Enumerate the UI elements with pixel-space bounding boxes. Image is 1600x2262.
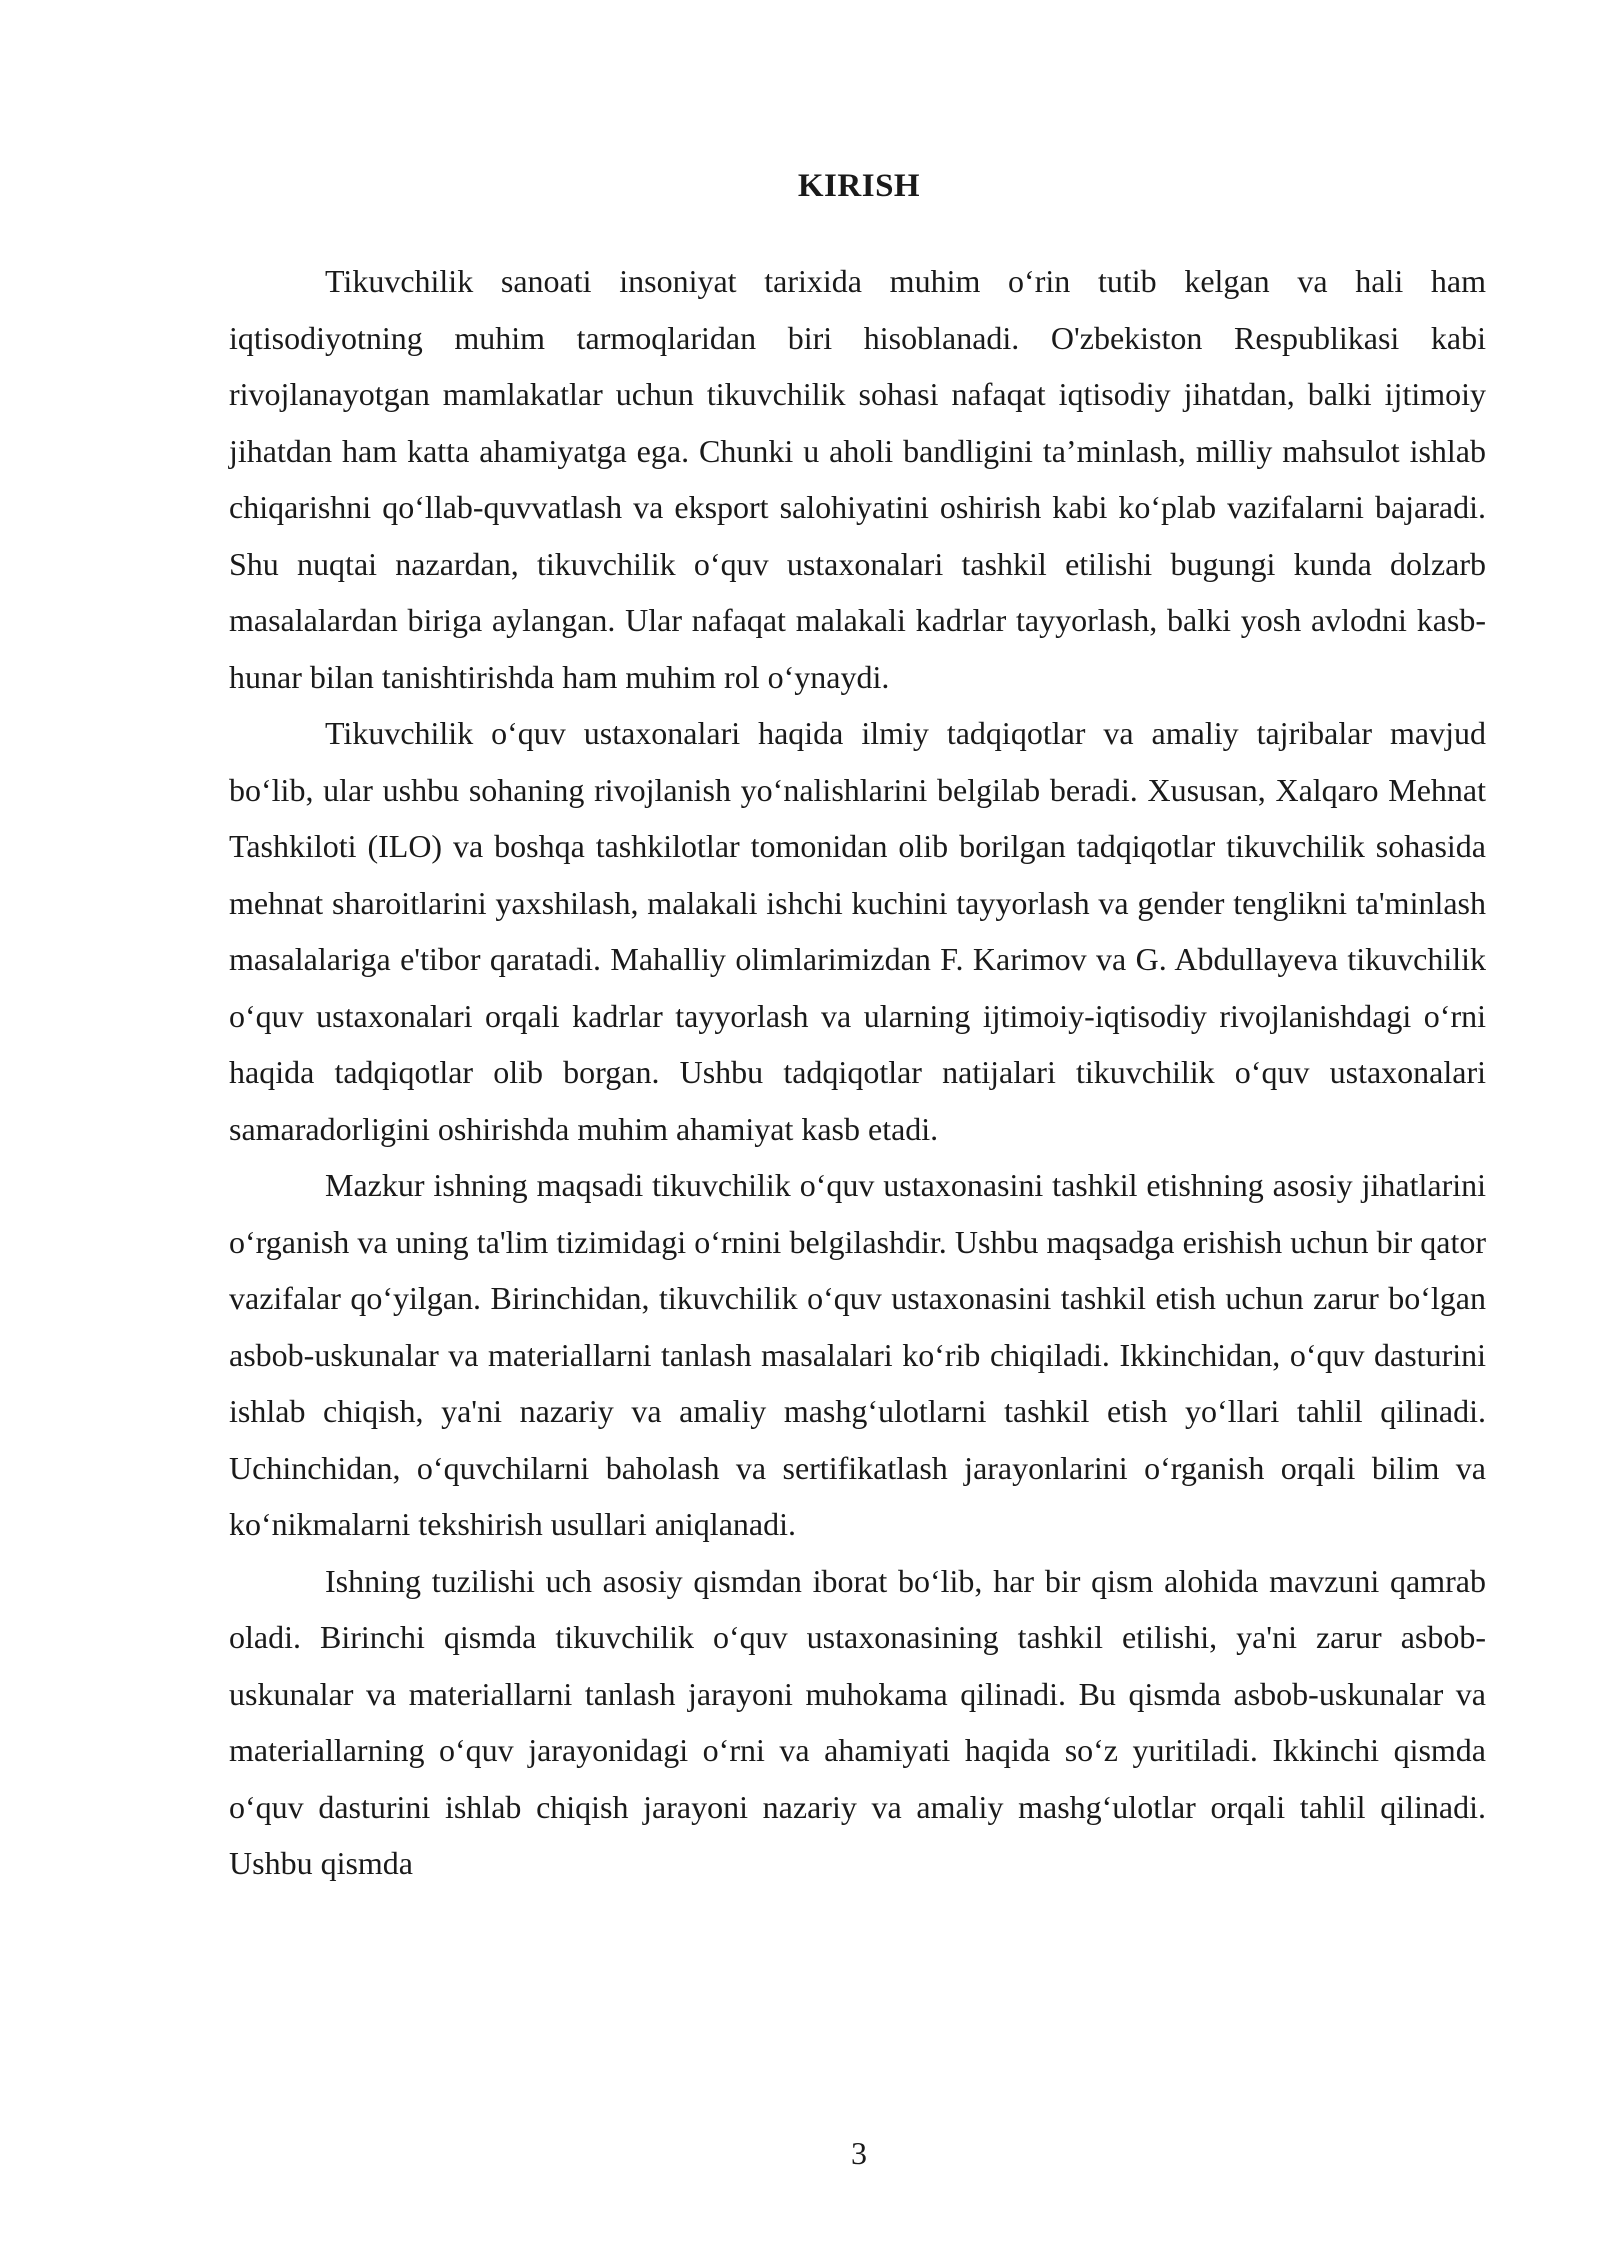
body-text [229, 253, 1486, 1892]
page-title: KIRISH [797, 168, 921, 204]
page-number: 3 [851, 2135, 867, 2171]
paragraph-intro: Tikuvchilik sanoati insoniyat tarixida muhim o‘rin tutib kelgan va hali ham iqtisodiyotning muhim tarmoqlaridan biri hisoblanadi. O'zbekiston Respublikasi kabi rivojlanayotgan mamlakatlar uchun tikuvchilik sohasi nafaqat iqtisodiy jihatdan, balki ijtimoiy jihatdan ham katta ahamiyatga ega. Chunki u aholi bandligini ta’minlash, milliy mahsulot ishlab chiqarishni qo‘llab-quvvatlash va eksport salohiyatini oshirish kabi ko‘plab vazifalarni bajaradi. Shu nuqtai nazardan, tikuvchilik o‘quv ustaxonalari tashkil etilishi bugungi kunda dolzarb masalalardan biriga aylangan. Ular nafaqat malakali kadrlar tayyorlash, balki yosh avlodni kasb-hunar bilan tanishtirishda ham muhim rol o‘ynaydi. [229, 263, 1486, 695]
paragraph-research: Tikuvchilik o‘quv ustaxonalari haqida ilmiy tadqiqotlar va amaliy tajribalar mavjud bo‘lib, ular ushbu sohaning rivojlanish yo‘nalishlarini belgilab beradi. Xususan, Xalqaro Mehnat Tashkiloti (ILO) va boshqa tashkilotlar tomonidan olib borilgan tadqiqotlar tikuvchilik sohasida mehnat sharoitlarini yaxshilash, malakali ishchi kuchini tayyorlash va gender tenglikni ta'minlash masalalariga e'tibor qaratadi. Mahalliy olimlarimizdan F. Karimov va G. Abdullayeva tikuvchilik o‘quv ustaxonalari orqali kadrlar tayyorlash va ularning ijtimoiy-iqtisodiy rivojlanishdagi o‘rni haqida tadqiqotlar olib borgan. Ushbu tadqiqotlar natijalari tikuvchilik o‘quv ustaxonalari samaradorligini oshirishda muhim ahamiyat kasb etadi. [229, 715, 1486, 1147]
paragraph-goals: Mazkur ishning maqsadi tikuvchilik o‘quv ustaxonasini tashkil etishning asosiy jihatlarini o‘rganish va uning ta'lim tizimidagi o‘rnini belgilashdir. Ushbu maqsadga erishish uchun bir qator vazifalar qo‘yilgan. Birinchidan, tikuvchilik o‘quv ustaxonasini tashkil etish uchun zarur bo‘lgan asbob-uskunalar va materiallarni tanlash masalalari ko‘rib chiqiladi. Ikkinchidan, o‘quv dasturini ishlab chiqish, ya'ni nazariy va amaliy mashg‘ulotlarni tashkil etish yo‘llari tahlil qilinadi. Uchinchidan, o‘quvchilarni baholash va sertifikatlash jarayonlarini o‘rganish orqali bilim va ko‘nikmalarni tekshirish usullari aniqlanadi. [229, 1167, 1486, 1542]
paragraph-structure: Ishning tuzilishi uch asosiy qismdan iborat bo‘lib, har bir qism alohida mavzuni qamrab oladi. Birinchi qismda tikuvchilik o‘quv ustaxonasining tashkil etilishi, ya'ni zarur asbob-uskunalar va materiallarni tanlash jarayoni muhokama qilinadi. Bu qismda asbob-uskunalar va materiallarning o‘quv jarayonidagi o‘rni va ahamiyati haqida so‘z yuritiladi. Ikkinchi qismda o‘quv dasturini ishlab chiqish jarayoni nazariy va amaliy mashg‘ulotlar orqali tahlil qilinadi. Ushbu qismda [229, 1562, 1486, 1881]
